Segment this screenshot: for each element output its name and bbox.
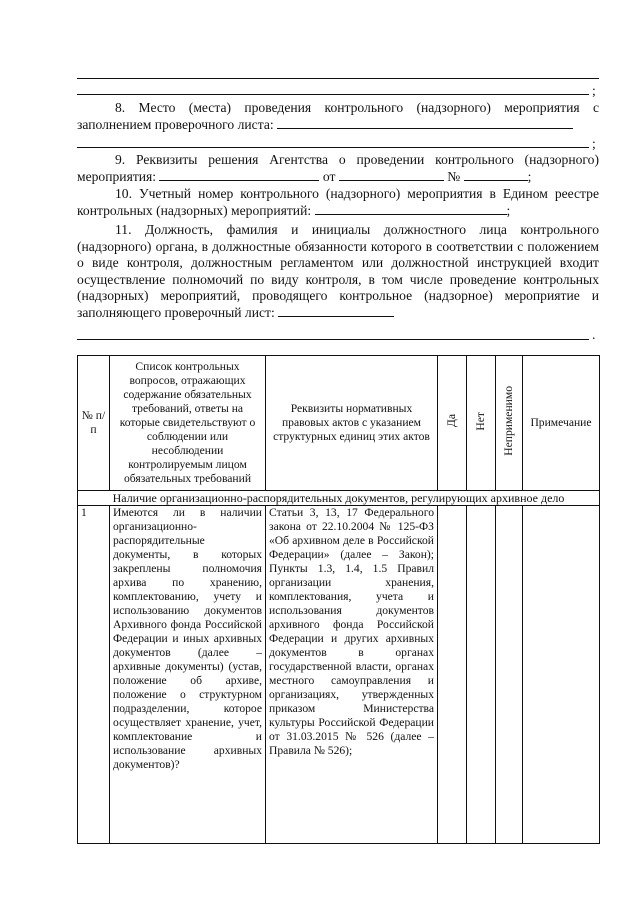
row-num: 1 [78,506,110,844]
header-na-label: Неприменимо [502,386,515,456]
section-row [78,491,600,506]
item-10 [77,186,599,219]
header-note: Примечание [523,356,600,491]
item-11-text: 11. Должность, фамилия и инициалы должностного лица контрольного (надзорного) органа, в должностные обязанности которого в соответствии с положением о виде контроля, должностным регламентом или должностной инструкцией входит осуществление полномочий по виду контроля, в том числе проведение контрольных (надзорных) мероприятий, проводящего контрольное (надзорное) мероприятие и заполняющего проверочный лист: [77,222,599,320]
header-yes-label: Да [445,414,458,428]
item-9 [77,152,599,185]
item-8-text: 8. Место (места) проведения контрольного (надзорного) мероприятия с заполнением проверочного листа: [77,100,599,132]
header-no [467,356,496,491]
section-title: Наличие организационно-распорядительных документов, регулирующих архивное дело [78,491,600,506]
semicolon: ; [527,168,532,184]
item-9-number-fill[interactable] [464,169,528,181]
header-yes [438,356,467,491]
item-9-decision-fill[interactable] [159,169,319,181]
item-9-from-label: от [322,168,336,184]
blank-line[interactable] [77,78,599,79]
item-9-date-fill[interactable] [339,169,444,181]
row-no-cell[interactable] [467,506,496,844]
blank-line[interactable] [77,94,589,95]
header-questions: Список контрольных вопросов, отражающих содержание обязательных требований, ответы на которые свидетельствуют о соблюдении или несоблюдении контролируемым лицом обязательных требований [110,356,266,491]
semicolon: ; [592,83,596,98]
item-8 [77,100,599,133]
row-note-cell[interactable] [523,506,600,844]
period: . [592,327,596,342]
item-10-fill[interactable] [315,203,507,215]
row-question: Имеются ли в наличии организационно-распорядительные документы, в которых закреплены полномочия архива по хранению, комплектованию, учету и использованию документов Архивного фонда Российской Федерации и иных архивных документов (далее – архивные документы) (устав, положение об архиве, положение о структурном подразделении, которое осуществляет хранение, учет, комплектование и использование архивных документов)? [110,506,266,844]
blank-line[interactable] [77,339,589,340]
table-row [78,506,600,844]
row-na-cell[interactable] [496,506,523,844]
row-yes-cell[interactable] [438,506,467,844]
item-11 [77,222,599,322]
item-10-text: 10. Учетный номер контрольного (надзорного) мероприятия в Едином реестре контрольных (надзорных) мероприятий: [77,186,599,218]
header-requisites: Реквизиты нормативных правовых актов с указанием структурных единиц этих актов [266,356,438,491]
item-9-text: 9. Реквизиты решения Агентства о проведении контрольного (надзорного) мероприятия: [77,152,599,184]
header-num: № п/п [78,356,110,491]
row-requisites: Статьи 3, 13, 17 Федерального закона от 22.10.2004 № 125-ФЗ «Об архивном деле в Российской Федерации» (далее – Закон); Пункты 1.3, 1.4, 1.5 Правил организации хранения, комплектования, учета и использования документов архивного фонда Российской Федерации и других архивных документов в органах государственной власти, органах местного самоуправления и организациях, утвержденных приказом Министерства культуры Российской Федерации от 31.03.2015 № 526 (далее – Правила № 526); [266,506,438,844]
header-na [496,356,523,491]
item-9-no-label: № [447,168,461,184]
item-8-fill[interactable] [277,117,573,129]
item-11-fill[interactable] [278,305,394,317]
header-no-label: Нет [474,411,487,431]
table-header-row [78,356,600,491]
semicolon: ; [506,202,511,218]
semicolon: ; [592,136,596,151]
checklist-table [77,355,600,844]
blank-line[interactable] [77,147,589,148]
